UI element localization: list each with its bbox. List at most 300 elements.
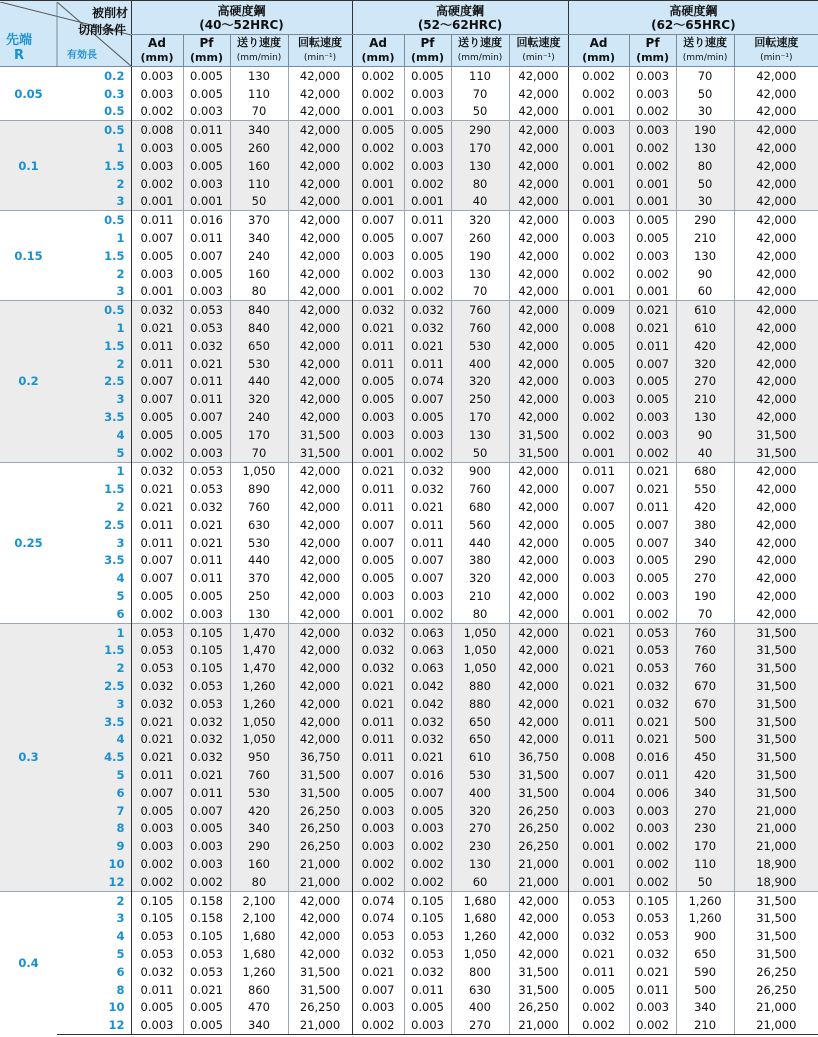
- column-header-feed-rate: 送り速度 (mm/min): [676, 35, 734, 67]
- table-cell: 31,500: [734, 945, 818, 963]
- table-cell: 42,000: [734, 390, 818, 408]
- table-cell: 270: [451, 1016, 509, 1034]
- table-cell: 0.005: [629, 390, 676, 408]
- effective-length-value: 1.5: [104, 248, 125, 263]
- effective-length-value: 4: [57, 426, 131, 444]
- table-cell: 320: [230, 390, 288, 408]
- table-cell: 31,500: [734, 677, 818, 695]
- table-cell: 0.003: [568, 121, 629, 139]
- table-cell: 0.003: [404, 819, 451, 837]
- table-cell: 80: [676, 157, 734, 175]
- table-cell: 320: [451, 211, 509, 229]
- table-cell: 0.002: [404, 605, 451, 623]
- table-cell: 31,500: [734, 909, 818, 927]
- table-cell: 0.032: [131, 963, 183, 981]
- table-cell: 950: [230, 748, 288, 766]
- table-row: [0, 695, 818, 713]
- effective-length-value: 4: [57, 730, 131, 748]
- table-cell: 250: [451, 390, 509, 408]
- table-cell: 890: [230, 480, 288, 498]
- table-cell: 760: [451, 301, 509, 319]
- table-cell: 42,000: [509, 408, 568, 426]
- table-cell: 1,470: [230, 659, 288, 677]
- table-cell: 0.011: [183, 121, 230, 139]
- table-cell: 340: [230, 229, 288, 247]
- table-row: [0, 301, 818, 319]
- table-cell: 0.021: [629, 730, 676, 748]
- table-cell: 130: [230, 67, 288, 85]
- effective-length-value: 1: [116, 231, 125, 246]
- table-cell: 42,000: [734, 569, 818, 587]
- table-cell: 0.042: [404, 695, 451, 713]
- table-cell: 31,500: [734, 713, 818, 731]
- table-cell: 42,000: [509, 569, 568, 587]
- table-cell: 0.002: [131, 855, 183, 873]
- table-cell: 190: [451, 247, 509, 265]
- table-cell: 270: [676, 373, 734, 391]
- table-cell: 0.021: [629, 713, 676, 731]
- table-cell: 170: [676, 837, 734, 855]
- table-cell: 0.011: [352, 748, 404, 766]
- table-cell: 0.021: [352, 677, 404, 695]
- table-cell: 26,250: [509, 802, 568, 820]
- table-cell: 0.032: [629, 677, 676, 695]
- table-row: [0, 945, 818, 963]
- table-cell: 0.021: [131, 748, 183, 766]
- table-cell: 0.005: [568, 337, 629, 355]
- table-cell: 0.003: [352, 408, 404, 426]
- table-cell: 31,500: [288, 444, 352, 462]
- table-cell: 0.105: [183, 642, 230, 660]
- table-cell: 42,000: [509, 247, 568, 265]
- table-cell: 240: [230, 408, 288, 426]
- table-cell: 42,000: [734, 408, 818, 426]
- table-cell: 0.002: [352, 855, 404, 873]
- table-cell: 50: [676, 873, 734, 891]
- table-cell: 0.003: [183, 175, 230, 193]
- table-cell: 0.007: [352, 211, 404, 229]
- table-cell: 42,000: [288, 337, 352, 355]
- table-row: [0, 802, 818, 820]
- effective-length-value: 10: [108, 1000, 125, 1015]
- table-cell: 0.011: [352, 730, 404, 748]
- table-cell: 26,250: [734, 981, 818, 999]
- effective-length-value: 2: [116, 500, 125, 515]
- table-cell: 0.001: [352, 103, 404, 121]
- table-cell: 0.032: [131, 462, 183, 480]
- table-cell: 1,050: [451, 623, 509, 641]
- table-cell: 31,500: [734, 444, 818, 462]
- effective-length-value: 3.5: [57, 408, 131, 426]
- table-cell: 0.007: [629, 534, 676, 552]
- table-cell: 0.005: [183, 67, 230, 85]
- effective-length-value: 3.5: [104, 553, 125, 568]
- table-cell: 0.074: [352, 909, 404, 927]
- table-cell: 0.021: [404, 748, 451, 766]
- table-cell: 0.011: [404, 981, 451, 999]
- table-row: [0, 605, 818, 623]
- effective-length-value: 2: [57, 175, 131, 193]
- table-cell: 42,000: [288, 587, 352, 605]
- table-header: [0, 1, 818, 67]
- table-cell: 0.032: [404, 713, 451, 731]
- table-cell: 0.007: [629, 355, 676, 373]
- table-cell: 0.003: [183, 605, 230, 623]
- table-cell: 70: [451, 283, 509, 301]
- table-cell: 0.005: [568, 981, 629, 999]
- table-row: [0, 211, 818, 229]
- table-cell: 0.007: [352, 766, 404, 784]
- table-cell: 42,000: [734, 498, 818, 516]
- effective-length-value: 3: [116, 911, 125, 926]
- effective-length-value: 0.3: [104, 86, 125, 101]
- table-cell: 1,680: [451, 891, 509, 909]
- table-cell: 0.005: [629, 552, 676, 570]
- table-cell: 0.021: [131, 480, 183, 498]
- table-cell: 0.005: [352, 784, 404, 802]
- table-cell: 42,000: [288, 516, 352, 534]
- table-cell: 0.002: [629, 103, 676, 121]
- table-cell: 0.021: [568, 695, 629, 713]
- column-header-spindle-speed: 回転速度 (min⁻¹): [509, 35, 568, 67]
- table-cell: 0.032: [352, 945, 404, 963]
- work-material-label: 被削材: [91, 5, 128, 20]
- table-cell: 0.001: [352, 193, 404, 211]
- table-cell: 42,000: [734, 319, 818, 337]
- table-cell: 0.021: [568, 677, 629, 695]
- table-cell: 0.002: [404, 855, 451, 873]
- table-cell: 0.032: [404, 480, 451, 498]
- table-cell: 2,100: [230, 891, 288, 909]
- table-cell: 70: [230, 444, 288, 462]
- table-cell: 0.001: [131, 283, 183, 301]
- table-cell: 840: [230, 301, 288, 319]
- table-cell: 50: [451, 444, 509, 462]
- table-cell: 42,000: [734, 265, 818, 283]
- table-cell: 0.021: [629, 480, 676, 498]
- table-cell: 110: [676, 855, 734, 873]
- table-cell: 42,000: [734, 552, 818, 570]
- table-cell: 0.053: [131, 659, 183, 677]
- table-cell: 0.005: [352, 552, 404, 570]
- table-cell: 0.007: [404, 569, 451, 587]
- table-cell: 0.005: [568, 516, 629, 534]
- table-cell: 0.011: [404, 516, 451, 534]
- table-cell: 0.105: [404, 909, 451, 927]
- table-cell: 0.032: [183, 713, 230, 731]
- table-cell: 21,000: [734, 998, 818, 1016]
- table-cell: 0.032: [404, 730, 451, 748]
- table-cell: 42,000: [509, 605, 568, 623]
- table-cell: 42,000: [288, 713, 352, 731]
- table-cell: 340: [676, 534, 734, 552]
- table-cell: 42,000: [288, 390, 352, 408]
- table-cell: 0.021: [131, 319, 183, 337]
- table-cell: 0.053: [131, 927, 183, 945]
- table-row: [0, 534, 818, 552]
- table-row: [0, 355, 818, 373]
- table-cell: 42,000: [734, 301, 818, 319]
- table-cell: 42,000: [509, 891, 568, 909]
- table-cell: 0.002: [352, 157, 404, 175]
- table-cell: 0.032: [131, 677, 183, 695]
- table-cell: 550: [676, 480, 734, 498]
- table-cell: 1,050: [451, 659, 509, 677]
- table-cell: 0.003: [131, 85, 183, 103]
- effective-length-value: 5: [57, 766, 131, 784]
- column-header-spindle-speed: 回転速度 (min⁻¹): [734, 35, 818, 67]
- table-cell: 42,000: [509, 677, 568, 695]
- table-cell: 130: [230, 605, 288, 623]
- effective-length-value: 5: [116, 589, 125, 603]
- table-cell: 0.003: [568, 569, 629, 587]
- table-cell: 0.005: [629, 211, 676, 229]
- column-header-feed-rate: 送り速度 (mm/min): [451, 35, 509, 67]
- table-row: [0, 426, 818, 444]
- table-cell: 40: [676, 444, 734, 462]
- table-cell: 0.074: [352, 891, 404, 909]
- table-cell: 0.001: [568, 175, 629, 193]
- effective-length-value: 3: [116, 284, 125, 299]
- table-cell: 42,000: [288, 623, 352, 641]
- table-cell: 650: [451, 713, 509, 731]
- table-cell: 0.021: [131, 730, 183, 748]
- table-cell: 42,000: [288, 283, 352, 301]
- table-cell: 0.002: [629, 139, 676, 157]
- table-cell: 0.001: [352, 605, 404, 623]
- table-cell: 0.105: [131, 909, 183, 927]
- table-cell: 0.053: [183, 301, 230, 319]
- table-cell: 560: [451, 516, 509, 534]
- table-cell: 0.016: [629, 748, 676, 766]
- table-cell: 0.002: [568, 67, 629, 85]
- table-cell: 110: [230, 85, 288, 103]
- table-cell: 0.003: [629, 85, 676, 103]
- table-cell: 0.005: [183, 265, 230, 283]
- table-cell: 42,000: [734, 373, 818, 391]
- table-row: [0, 569, 818, 587]
- table-cell: 40: [451, 193, 509, 211]
- table-cell: 42,000: [509, 85, 568, 103]
- table-cell: 0.053: [404, 927, 451, 945]
- table-cell: 42,000: [734, 121, 818, 139]
- table-cell: 21,000: [288, 855, 352, 873]
- table-cell: 1,050: [451, 642, 509, 660]
- table-cell: 530: [230, 355, 288, 373]
- table-cell: 0.002: [629, 837, 676, 855]
- table-cell: 0.005: [352, 229, 404, 247]
- table-cell: 0.003: [404, 85, 451, 103]
- table-cell: 0.005: [183, 587, 230, 605]
- effective-length-value: 1.5: [104, 482, 125, 497]
- table-row: [0, 998, 818, 1016]
- table-cell: 26,250: [734, 963, 818, 981]
- table-row: [0, 873, 818, 891]
- table-cell: 160: [230, 265, 288, 283]
- table-cell: 42,000: [288, 175, 352, 193]
- table-cell: 500: [676, 730, 734, 748]
- table-cell: 0.003: [131, 67, 183, 85]
- table-cell: 42,000: [509, 730, 568, 748]
- tip-r-value: 0.05: [14, 86, 43, 101]
- effective-length-value: 4.5: [57, 748, 131, 766]
- table-cell: 290: [230, 837, 288, 855]
- table-cell: 42,000: [734, 85, 818, 103]
- table-cell: 0.002: [131, 605, 183, 623]
- table-row: [0, 677, 818, 695]
- table-cell: 42,000: [509, 552, 568, 570]
- table-cell: 0.005: [131, 408, 183, 426]
- effective-length-value: 1: [57, 139, 131, 157]
- table-cell: 610: [676, 319, 734, 337]
- table-cell: 0.001: [629, 175, 676, 193]
- effective-length-value: 6: [116, 606, 125, 621]
- table-cell: 80: [451, 175, 509, 193]
- table-cell: 42,000: [509, 283, 568, 301]
- table-cell: 42,000: [288, 355, 352, 373]
- table-cell: 42,000: [509, 909, 568, 927]
- table-cell: 0.002: [568, 85, 629, 103]
- table-cell: 0.005: [352, 373, 404, 391]
- table-cell: 42,000: [509, 695, 568, 713]
- column-header-pf: Pf (mm): [629, 35, 676, 67]
- table-cell: 0.004: [568, 784, 629, 802]
- table-cell: 0.005: [352, 569, 404, 587]
- table-cell: 0.032: [352, 642, 404, 660]
- effective-length-value: 5: [116, 946, 125, 961]
- table-row: [0, 319, 818, 337]
- table-cell: 80: [230, 873, 288, 891]
- table-cell: 42,000: [288, 103, 352, 121]
- table-row: [0, 623, 818, 641]
- table-cell: 0.032: [404, 301, 451, 319]
- table-cell: 26,250: [509, 998, 568, 1016]
- table-cell: 0.021: [183, 516, 230, 534]
- table-cell: 260: [230, 139, 288, 157]
- table-cell: 42,000: [288, 319, 352, 337]
- table-cell: 0.032: [352, 659, 404, 677]
- table-cell: 1,050: [230, 713, 288, 731]
- table-cell: 130: [451, 426, 509, 444]
- table-cell: 0.007: [183, 247, 230, 265]
- table-cell: 0.001: [568, 605, 629, 623]
- table-cell: 0.005: [629, 569, 676, 587]
- effective-length-value: 8: [57, 819, 131, 837]
- table-cell: 50: [451, 103, 509, 121]
- table-cell: 0.002: [352, 873, 404, 891]
- table-cell: 0.001: [183, 193, 230, 211]
- table-cell: 0.053: [629, 642, 676, 660]
- table-cell: 0.005: [352, 121, 404, 139]
- column-header-ad: Ad (mm): [568, 35, 629, 67]
- table-cell: 210: [676, 1016, 734, 1034]
- table-row: [0, 659, 818, 677]
- table-row: [0, 85, 818, 103]
- effective-length-value: 2.5: [57, 373, 131, 391]
- table-cell: 610: [676, 301, 734, 319]
- table-cell: 0.005: [404, 121, 451, 139]
- column-header-pf: Pf (mm): [183, 35, 230, 67]
- table-cell: 0.005: [404, 67, 451, 85]
- table-row: [0, 229, 818, 247]
- tip-r-value: 0.15: [0, 211, 57, 301]
- table-cell: 42,000: [734, 516, 818, 534]
- table-cell: 0.005: [183, 998, 230, 1016]
- table-cell: 2,100: [230, 909, 288, 927]
- table-cell: 0.007: [131, 569, 183, 587]
- table-cell: 0.032: [131, 301, 183, 319]
- table-cell: 0.005: [183, 157, 230, 175]
- table-cell: 42,000: [734, 193, 818, 211]
- table-cell: 0.032: [352, 623, 404, 641]
- table-cell: 42,000: [509, 121, 568, 139]
- table-cell: 42,000: [288, 373, 352, 391]
- table-cell: 0.011: [131, 516, 183, 534]
- table-cell: 440: [230, 373, 288, 391]
- table-cell: 0.011: [404, 211, 451, 229]
- table-cell: 440: [451, 534, 509, 552]
- table-cell: 42,000: [734, 175, 818, 193]
- table-cell: 650: [676, 945, 734, 963]
- table-cell: 42,000: [509, 480, 568, 498]
- table-cell: 1,470: [230, 623, 288, 641]
- table-cell: 42,000: [509, 301, 568, 319]
- table-cell: 42,000: [288, 462, 352, 480]
- table-cell: 0.002: [629, 1016, 676, 1034]
- table-cell: 0.021: [183, 355, 230, 373]
- effective-length-value: 12: [57, 1016, 131, 1034]
- table-cell: 0.003: [568, 373, 629, 391]
- table-cell: 0.003: [352, 587, 404, 605]
- table-cell: 0.001: [568, 873, 629, 891]
- table-row: [0, 819, 818, 837]
- table-cell: 0.042: [404, 677, 451, 695]
- effective-length-value: 2.5: [57, 677, 131, 695]
- table-cell: 42,000: [288, 480, 352, 498]
- table-cell: 0.053: [352, 927, 404, 945]
- table-cell: 0.009: [568, 301, 629, 319]
- table-cell: 0.003: [404, 587, 451, 605]
- table-cell: 0.001: [352, 175, 404, 193]
- table-cell: 0.005: [131, 426, 183, 444]
- table-cell: 0.002: [352, 85, 404, 103]
- table-cell: 70: [676, 605, 734, 623]
- table-row: [0, 480, 818, 498]
- table-cell: 1,260: [676, 891, 734, 909]
- table-cell: 42,000: [509, 659, 568, 677]
- table-cell: 630: [451, 981, 509, 999]
- table-cell: 210: [676, 229, 734, 247]
- table-cell: 0.011: [131, 337, 183, 355]
- table-cell: 0.003: [629, 426, 676, 444]
- table-cell: 42,000: [288, 605, 352, 623]
- table-cell: 500: [676, 981, 734, 999]
- table-cell: 50: [230, 193, 288, 211]
- table-cell: 42,000: [288, 534, 352, 552]
- table-cell: 42,000: [288, 139, 352, 157]
- table-row: [0, 193, 818, 211]
- table-cell: 0.002: [352, 265, 404, 283]
- table-cell: 0.003: [131, 819, 183, 837]
- table-cell: 0.032: [183, 748, 230, 766]
- table-cell: 340: [676, 784, 734, 802]
- table-cell: 0.003: [629, 408, 676, 426]
- effective-length-value: 1: [57, 319, 131, 337]
- table-cell: 0.003: [352, 802, 404, 820]
- table-cell: 670: [676, 677, 734, 695]
- table-cell: 42,000: [509, 373, 568, 391]
- table-cell: 0.002: [568, 998, 629, 1016]
